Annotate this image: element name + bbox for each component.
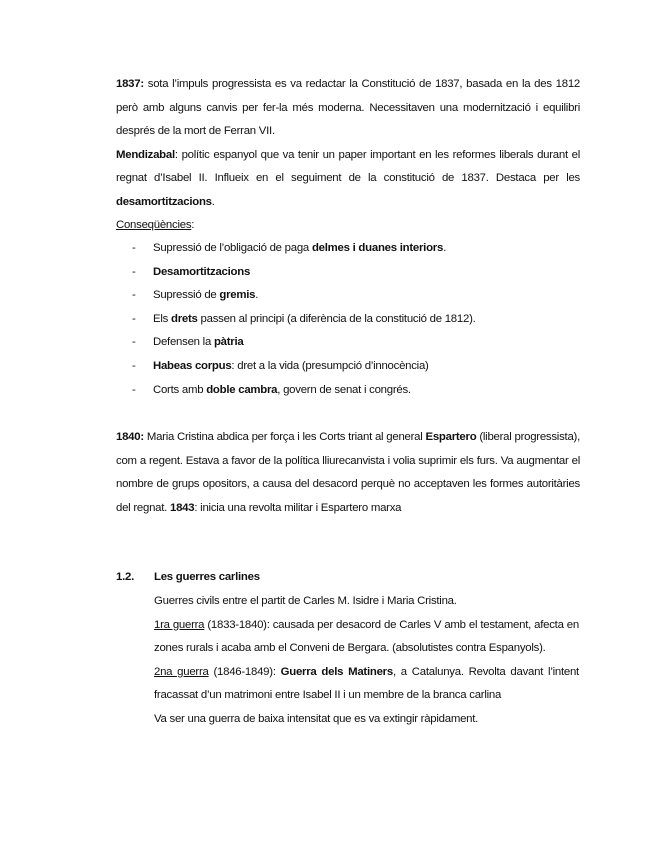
list-item: - Els drets passen al principi (a diferència de la constitució de 1812). — [132, 312, 476, 325]
section-body — [154, 590, 579, 731]
paragraph-1837-text: sota l’impuls progressista es va redactar la Constitució de 1837, basada en la des 1812 però amb alguns canvis per fer-la més moderna. Necessitaven una modernització i equilibri després de la mort de Ferran VII. — [116, 78, 580, 137]
guerra-matiners-term: Guerra dels Matiners — [280, 665, 393, 678]
consequences-heading: Conseqüències: — [116, 219, 195, 231]
list-item: - Desamortitzacions — [132, 265, 251, 278]
espartero-term: Espartero — [425, 431, 477, 443]
first-war-paragraph: 1ra guerra (1833-1840): causada per desacord de Carles V amb el testament, afecta en zones rurals i acaba amb el Conveni de Bergara. (absolutistes contra Espanyols). — [154, 618, 579, 654]
list-item: - Defensen la pàtria — [132, 336, 244, 349]
mendizabal-label: Mendizabal — [116, 148, 175, 161]
list-item: - Habeas corpus: dret a la vida (presumpció d’innocència) — [132, 359, 429, 372]
second-war-label: 2na guerra — [154, 665, 209, 678]
list-item: - Supressió de gremis. — [132, 289, 259, 302]
section-intro: Guerres civils entre el partit de Carles M. Isidre i Maria Cristina. — [154, 595, 457, 607]
section-closing: Va ser una guerra de baixa intensitat que es va extingir ràpidament. — [154, 712, 479, 725]
list-item: - Corts amb doble cambra, govern de senat i congrés. — [132, 383, 411, 396]
first-war-label: 1ra guerra — [154, 618, 205, 631]
paragraph-1837 — [116, 73, 580, 214]
year-label-1843: 1843 — [170, 501, 195, 514]
section-title: Les guerres carlines — [154, 571, 260, 583]
paragraph-1840: 1840: Maria Cristina abdica per força i les Corts triant al general Espartero (liberal progressista), com a regent. Estava a favor de la política lliurecanvista i volia suprimir els furs. Va augmentar el nombre de grups opositors, a causa del desacord perquè no acceptaven les formes autoritàries del regnat. 1843: inicia una revolta militar i Espartero marxa — [116, 431, 580, 514]
list-item: - Supressió de l’obligació de paga delmes i duanes interiors. — [132, 242, 446, 254]
paragraph-mendizabal: Mendizabal: polític espanyol que va tenir un paper important en les reformes liberals durant el regnat d’Isabel II. Influeix en el seguiment de la constitució de 1837. Destaca per les desamortitzacions. — [116, 148, 580, 208]
second-war-paragraph: 2na guerra (1846-1849): Guerra dels Matiners, a Catalunya. Revolta davant l’intent fracassat d’un matrimoni entre Isabel II i un membre de la branca carlina — [154, 665, 579, 701]
section-number: 1.2. — [116, 571, 134, 583]
year-label-1840: 1840: — [116, 431, 144, 443]
consequences-list — [132, 237, 476, 402]
year-label-1837: 1837: — [116, 78, 144, 90]
desamortitzacions-term: desamortitzacions — [116, 195, 212, 208]
